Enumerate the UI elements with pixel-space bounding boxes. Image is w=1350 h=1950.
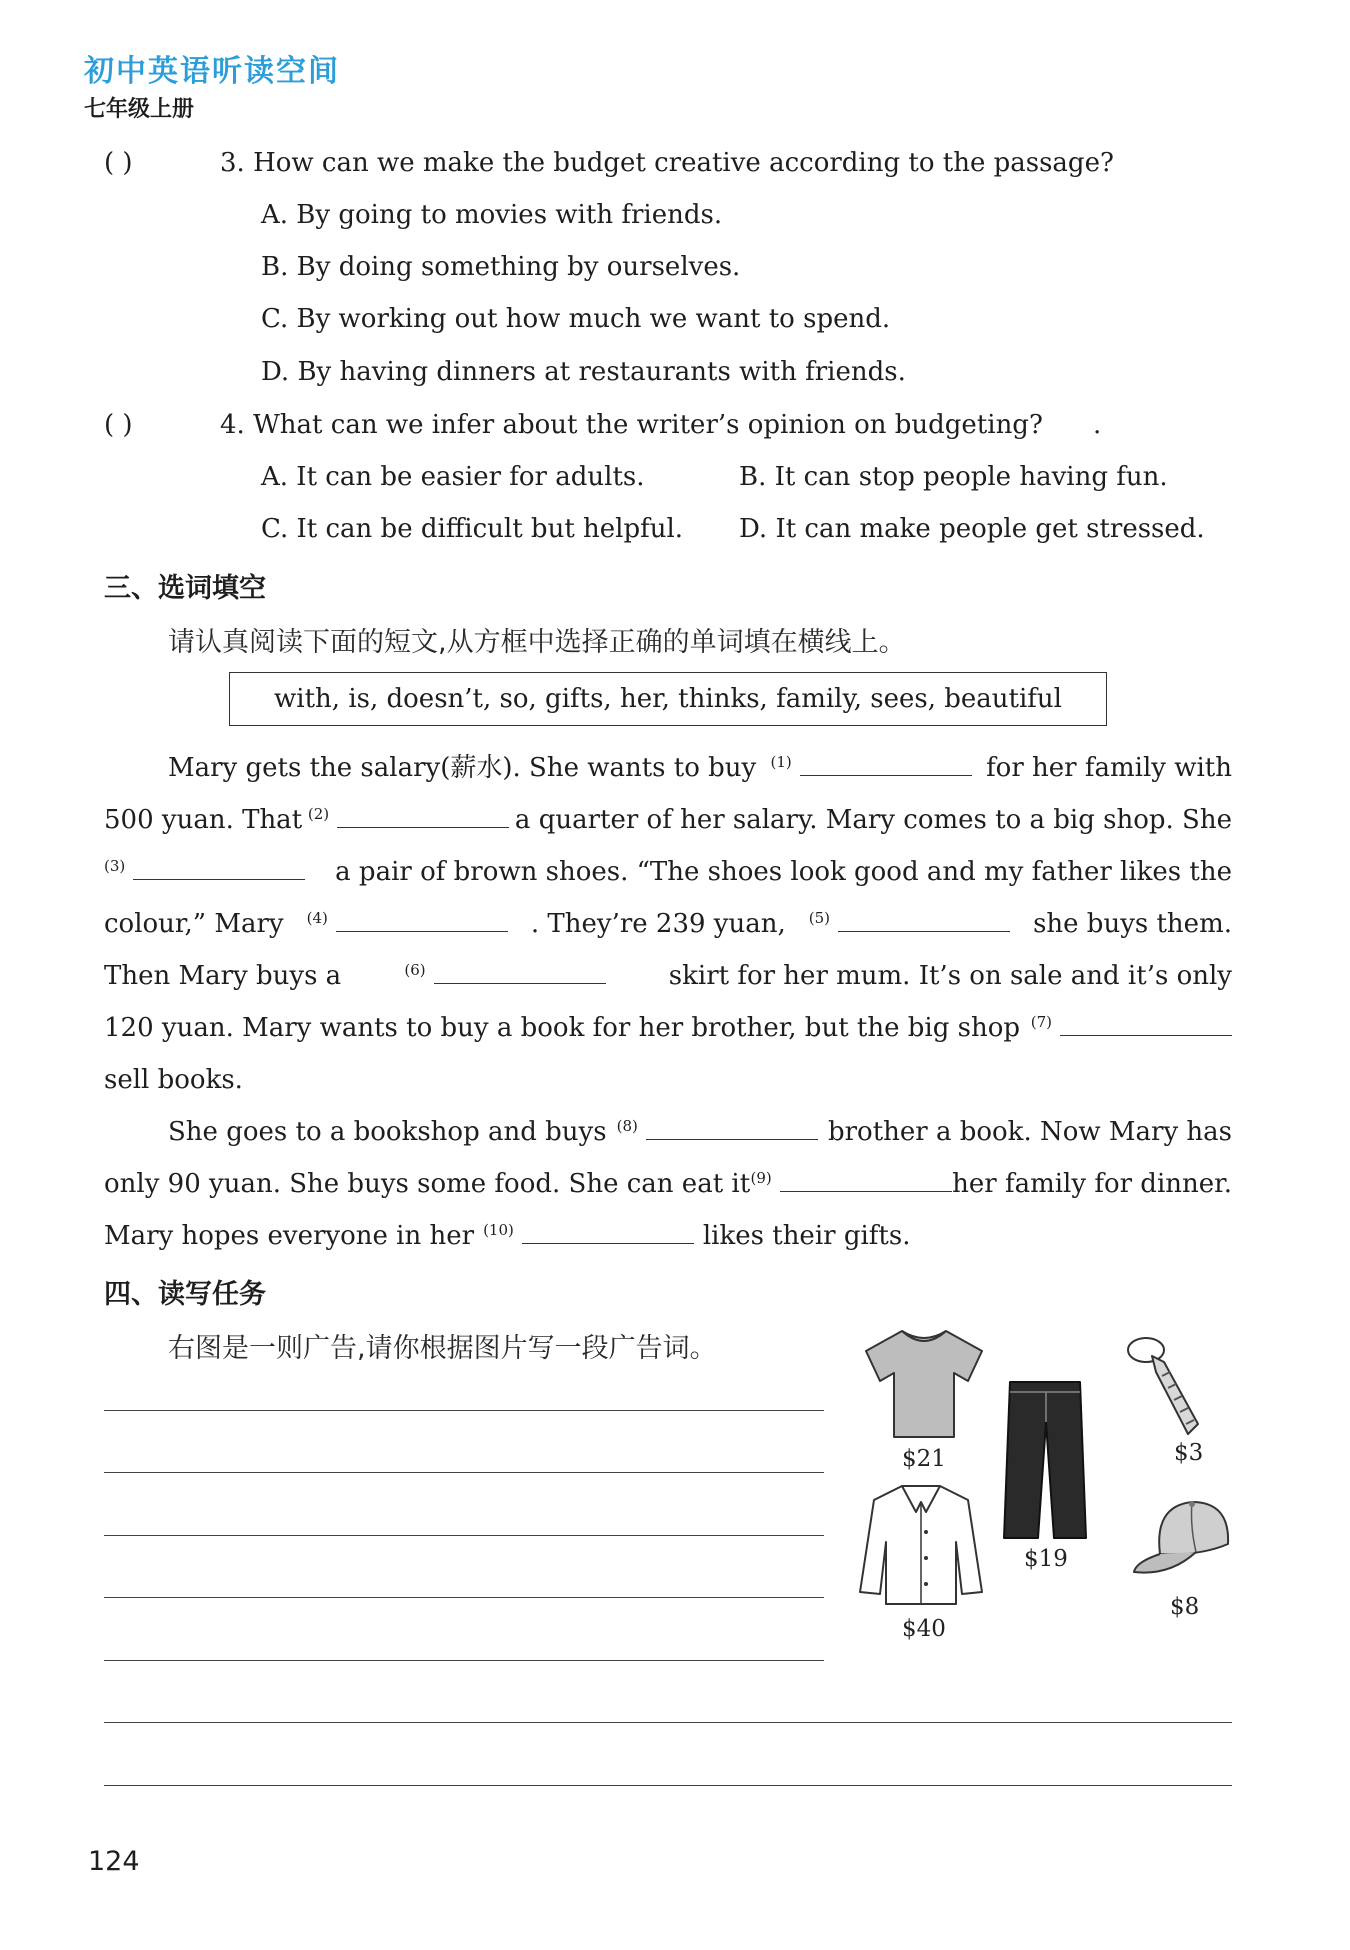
word-box: with, is, doesn’t, so, gifts, her, thinks, family, sees, beautiful — [229, 672, 1107, 726]
option-d: D. It can make people get stressed. — [739, 514, 1205, 544]
answer-blank[interactable] — [646, 1109, 818, 1140]
passage-line — [104, 742, 1232, 794]
passage-line — [104, 1054, 1232, 1106]
cap-price: $8 — [1170, 1594, 1200, 1620]
writing-line[interactable] — [104, 1535, 824, 1536]
passage-text: 500 yuan. That — [104, 805, 303, 835]
blank-group — [751, 1158, 952, 1210]
answer-paren[interactable]: ( ) — [104, 148, 133, 178]
option-a: A. It can be easier for adults. — [261, 462, 645, 492]
header-title: 初中英语听读空间 — [84, 54, 340, 89]
writing-line[interactable] — [104, 1410, 824, 1411]
passage-text: Mary hopes everyone in her — [104, 1221, 475, 1251]
section-4-heading: 四、读写任务 — [104, 1279, 266, 1310]
passage-text: colour,” Mary — [104, 909, 284, 939]
passage-line — [104, 846, 1232, 898]
answer-blank[interactable] — [838, 901, 1010, 932]
passage-text: skirt for her mum. It’s on sale and it’s only — [668, 961, 1232, 991]
passage-text: only 90 yuan. She buys some food. She can eat it — [104, 1169, 751, 1199]
question-number: 3. — [220, 148, 245, 178]
answer-blank[interactable] — [434, 953, 606, 984]
question-number: 4. — [220, 410, 245, 440]
question-4 — [104, 410, 1043, 440]
passage-line — [104, 1158, 1232, 1210]
option-c: C. By working out how much we want to spend. — [261, 304, 891, 334]
passage-line — [104, 950, 1232, 1002]
blank-number: (6) — [404, 961, 426, 979]
blank-group — [809, 898, 1010, 950]
option-a: A. By going to movies with friends. — [261, 200, 723, 230]
answer-blank[interactable] — [780, 1161, 952, 1192]
passage-text: her family for dinner. — [952, 1169, 1232, 1199]
question-3 — [104, 148, 1114, 178]
shirt-price: $40 — [902, 1616, 946, 1642]
blank-number: (3) — [104, 857, 126, 875]
passage-line — [104, 794, 1232, 846]
blank-group — [771, 742, 972, 794]
passage-line — [104, 1002, 1232, 1054]
passage-text: for her family with — [986, 753, 1232, 783]
blank-number: (7) — [1030, 1013, 1052, 1031]
passage-text: sell books. — [104, 1065, 243, 1095]
writing-line[interactable] — [104, 1660, 824, 1661]
section-3-instruction: 请认真阅读下面的短文,从方框中选择正确的单词填在横线上。 — [168, 627, 906, 658]
shirt-image — [856, 1482, 986, 1608]
question-stem: How can we make the budget creative according to the passage? — [253, 148, 1114, 178]
answer-blank[interactable] — [336, 901, 508, 932]
option-b: B. It can stop people having fun. — [739, 462, 1168, 492]
passage-text: brother a book. Now Mary has — [827, 1117, 1232, 1147]
passage-text: a pair of brown shoes. “The shoes look good and my father likes the — [335, 857, 1232, 887]
cap-image — [1130, 1496, 1234, 1578]
trousers-image — [1000, 1378, 1090, 1544]
blank-group — [104, 846, 305, 898]
cloze-passage — [104, 742, 1232, 1262]
blank-group — [617, 1106, 818, 1158]
section-3-heading: 三、选词填空 — [104, 573, 266, 604]
passage-line — [104, 898, 1232, 950]
stray-mark: . — [1093, 410, 1102, 440]
passage-text: Then Mary buys a — [104, 961, 342, 991]
blank-group — [1031, 1002, 1232, 1054]
blank-number: (9) — [750, 1169, 772, 1187]
section-4-instruction: 右图是一则广告,请你根据图片写一段广告词。 — [168, 1333, 717, 1364]
answer-blank[interactable] — [522, 1213, 694, 1244]
blank-group — [307, 898, 508, 950]
answer-blank[interactable] — [133, 849, 305, 880]
blank-number: (8) — [616, 1117, 638, 1135]
passage-text: she buys them. — [1033, 909, 1232, 939]
answer-blank[interactable] — [800, 745, 972, 776]
passage-text: . They’re 239 yuan, — [530, 909, 786, 939]
question-stem: What can we infer about the writer’s opinion on budgeting? — [253, 410, 1043, 440]
blank-group — [404, 950, 605, 1002]
answer-paren[interactable]: ( ) — [104, 410, 133, 440]
option-b: B. By doing something by ourselves. — [261, 252, 741, 282]
blank-group — [308, 794, 509, 846]
option-d: D. By having dinners at restaurants with friends. — [261, 357, 906, 387]
tie-image — [1118, 1332, 1208, 1438]
blank-number: (2) — [307, 805, 330, 823]
tie-price: $3 — [1174, 1440, 1204, 1466]
page-number: 124 — [88, 1846, 140, 1877]
blank-number: (1) — [770, 753, 792, 771]
blank-number: (5) — [808, 909, 831, 927]
passage-text: likes their gifts. — [702, 1221, 911, 1251]
writing-line[interactable] — [104, 1472, 824, 1473]
blank-number: (4) — [306, 909, 328, 927]
trousers-price: $19 — [1024, 1546, 1068, 1572]
blank-number: (10) — [483, 1221, 514, 1239]
passage-text: a quarter of her salary. Mary comes to a big shop. She — [514, 805, 1232, 835]
passage-text: Mary gets the salary(薪水). She wants to buy — [168, 753, 757, 783]
t-shirt-image — [860, 1325, 988, 1445]
passage-line — [104, 1210, 1232, 1262]
writing-line[interactable] — [104, 1785, 1232, 1786]
header-subtitle: 七年级上册 — [84, 97, 195, 122]
writing-line[interactable] — [104, 1722, 1232, 1723]
t-shirt-price: $21 — [902, 1446, 946, 1472]
blank-group — [483, 1210, 694, 1262]
option-c: C. It can be difficult but helpful. — [261, 514, 684, 544]
passage-text: 120 yuan. Mary wants to buy a book for her brother, but the big shop — [104, 1013, 1021, 1043]
answer-blank[interactable] — [1060, 1005, 1232, 1036]
writing-line[interactable] — [104, 1597, 824, 1598]
answer-blank[interactable] — [337, 797, 509, 828]
passage-text: She goes to a bookshop and buys — [168, 1117, 607, 1147]
passage-line — [104, 1106, 1232, 1158]
